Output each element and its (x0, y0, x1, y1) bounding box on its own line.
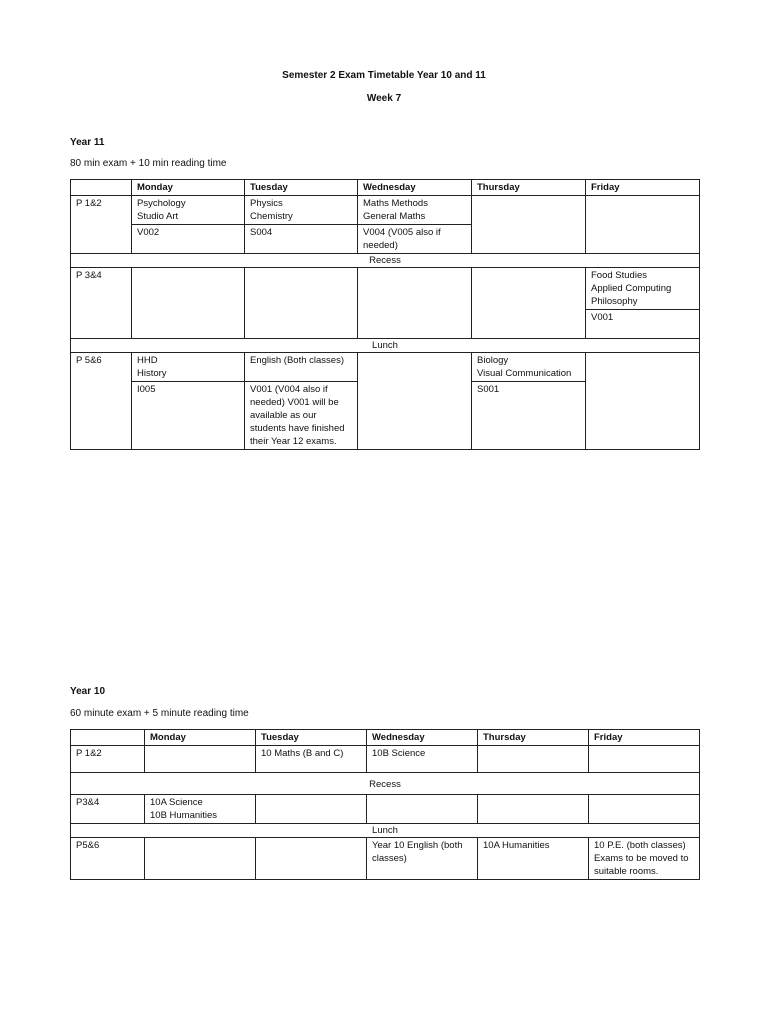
y10-p12-tuesday: 10 Maths (B and C) (256, 746, 367, 773)
year11-note: 80 min exam + 10 min reading time (70, 158, 227, 169)
y10-p12-friday (589, 746, 700, 773)
year10-heading: Year 10 (70, 686, 106, 697)
page-subtitle: Week 7 (366, 93, 402, 104)
y11-p34-thursday (472, 268, 586, 339)
y10-recess: Recess (71, 773, 700, 795)
y10-p34-wednesday (367, 795, 478, 824)
y10-p34-label: P3&4 (71, 795, 145, 824)
header-tuesday: Tuesday (256, 730, 367, 746)
y11-p56-label: P 5&6 (71, 353, 132, 450)
y10-p34-monday: 10A Science 10B Humanities (145, 795, 256, 824)
y10-p56-wednesday: Year 10 English (both classes) (367, 838, 478, 880)
header-thursday: Thursday (472, 180, 586, 196)
y11-p12-wednesday-subjects: Maths Methods General Maths (358, 196, 472, 225)
y10-p56-row (71, 838, 700, 880)
y10-lunch-row (71, 824, 700, 838)
y11-p12-tuesday-room: S004 (245, 225, 358, 254)
y11-p34-row (71, 268, 700, 310)
y11-lunch-row (71, 339, 700, 353)
y11-p34-tuesday (245, 268, 358, 339)
y11-p34-friday-room: V001 (586, 310, 700, 339)
y11-p56-monday-room: I005 (132, 382, 245, 450)
year11-heading: Year 11 (70, 137, 105, 148)
y11-p56-wednesday (358, 353, 472, 450)
header-row (71, 180, 700, 196)
y11-recess: Recess (71, 254, 700, 268)
y11-p12-monday-room: V002 (132, 225, 245, 254)
y11-p56-friday (586, 353, 700, 450)
y11-p56-monday-subjects: HHD History (132, 353, 245, 382)
header-monday: Monday (145, 730, 256, 746)
y10-p34-friday (589, 795, 700, 824)
y11-p12-label: P 1&2 (71, 196, 132, 254)
y11-p56-thursday-room: S001 (472, 382, 586, 450)
y11-p12-friday (586, 196, 700, 254)
year11-timetable (70, 179, 700, 450)
y10-p12-wednesday: 10B Science (367, 746, 478, 773)
header-tuesday: Tuesday (245, 180, 358, 196)
year10-timetable (70, 729, 700, 880)
y11-lunch: Lunch (71, 339, 700, 353)
y11-p56-tuesday-room: V001 (V004 also if needed) V001 will be available as our students have finished their Year 12 exams. (245, 382, 358, 450)
y10-p12-monday (145, 746, 256, 773)
year10-note: 60 minute exam + 5 minute reading time (70, 708, 249, 719)
y10-p56-tuesday (256, 838, 367, 880)
y11-p34-monday (132, 268, 245, 339)
y11-p56-subjects-row (71, 353, 700, 382)
header-period (71, 730, 145, 746)
y10-p56-friday: 10 P.E. (both classes) Exams to be moved to suitable rooms. (589, 838, 700, 880)
page-title: Semester 2 Exam Timetable Year 10 and 11 (282, 70, 486, 81)
y10-p56-label: P5&6 (71, 838, 145, 880)
header-friday: Friday (589, 730, 700, 746)
y11-p12-subjects-row (71, 196, 700, 225)
y11-p12-wednesday-room: V004 (V005 also if needed) (358, 225, 472, 254)
y11-p34-label: P 3&4 (71, 268, 132, 339)
y11-p12-thursday (472, 196, 586, 254)
y11-recess-row (71, 254, 700, 268)
header-wednesday: Wednesday (358, 180, 472, 196)
y11-p12-monday-subjects: Psychology Studio Art (132, 196, 245, 225)
header-monday: Monday (132, 180, 245, 196)
y10-p12-thursday (478, 746, 589, 773)
y10-p12-label: P 1&2 (71, 746, 145, 773)
header-wednesday: Wednesday (367, 730, 478, 746)
y10-p12-row (71, 746, 700, 773)
y11-p34-friday-subjects: Food Studies Applied Computing Philosophy (586, 268, 700, 310)
y10-p34-row (71, 795, 700, 824)
y11-p56-thursday-subjects: Biology Visual Communication (472, 353, 586, 382)
header-row (71, 730, 700, 746)
y11-p34-wednesday (358, 268, 472, 339)
header-friday: Friday (586, 180, 700, 196)
y10-p34-thursday (478, 795, 589, 824)
y10-p56-monday (145, 838, 256, 880)
header-period (71, 180, 132, 196)
y10-recess-row (71, 773, 700, 795)
y10-p34-tuesday (256, 795, 367, 824)
y11-p56-tuesday-subjects: English (Both classes) (245, 353, 358, 382)
y10-lunch: Lunch (71, 824, 700, 838)
y11-p12-tuesday-subjects: Physics Chemistry (245, 196, 358, 225)
y10-p56-thursday: 10A Humanities (478, 838, 589, 880)
header-thursday: Thursday (478, 730, 589, 746)
